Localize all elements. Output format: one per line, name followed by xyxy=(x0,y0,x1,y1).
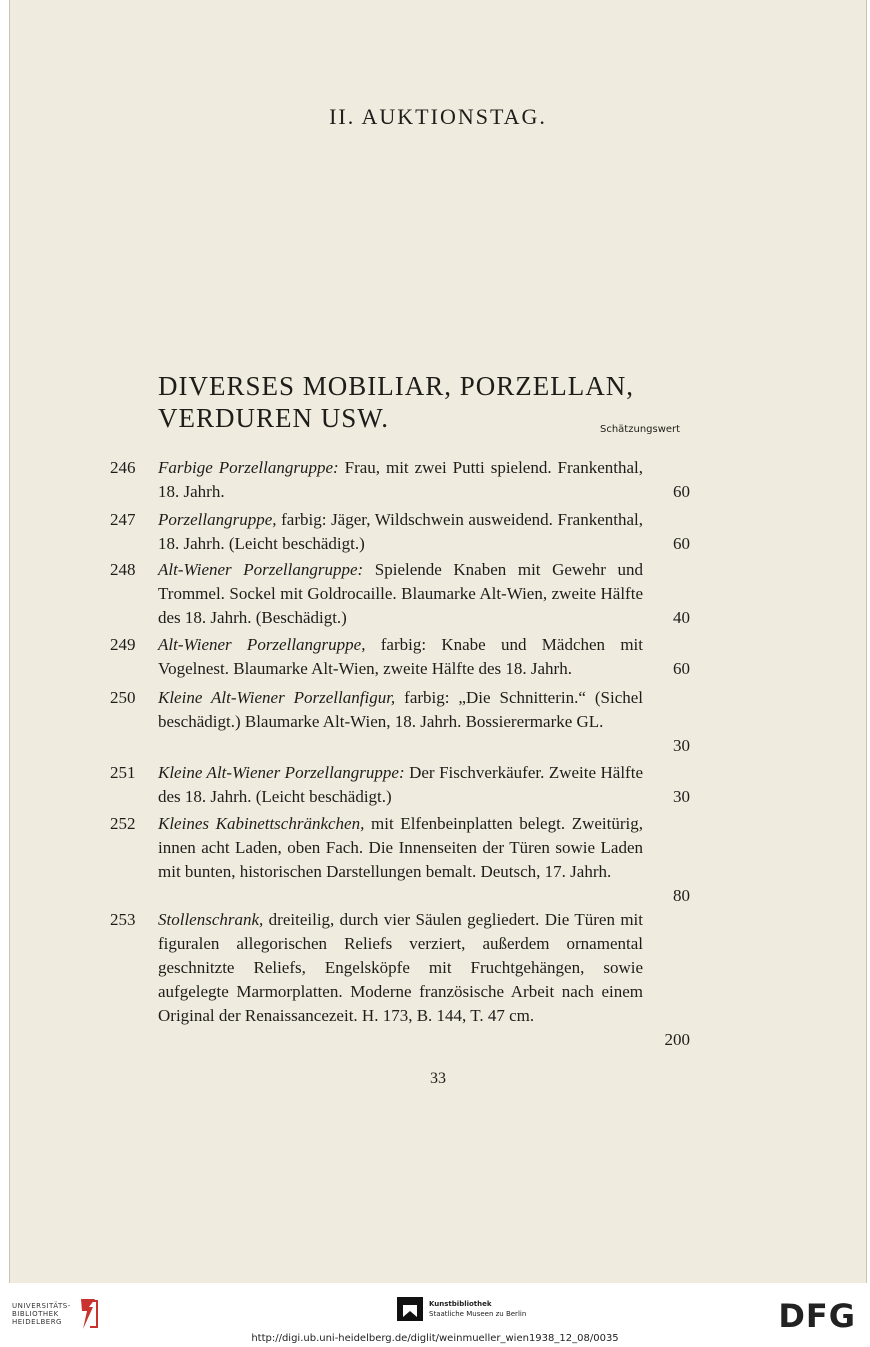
section-title-line-1: DIVERSES MOBILIAR, PORZELLAN, xyxy=(158,371,635,401)
lot-title: Alt-Wiener Porzellangruppe: xyxy=(158,560,364,579)
kunstbibliothek-logo[interactable] xyxy=(397,1297,526,1321)
lot-number: 253 xyxy=(110,910,136,929)
dfg-logo[interactable]: DFG xyxy=(778,1297,856,1335)
lot-text: farbig: Knabe und Mädchen mit Vogelnest. Blaumarke Alt-Wien, zweite Hälfte des 18. Jahrh. xyxy=(158,635,643,678)
lot-title: Kleines Kabinettschränkchen, xyxy=(158,814,365,833)
lot-estimate: 200 xyxy=(664,1030,690,1049)
lot-estimate: 60 xyxy=(673,482,690,501)
lot-entry xyxy=(10,761,866,809)
permalink-url[interactable]: http://digi.ub.uni-heidelberg.de/diglit/weinmueller_wien1938_12_08/0035 xyxy=(251,1333,619,1344)
lot-description xyxy=(158,633,643,681)
kunstbibliothek-mark-icon xyxy=(397,1297,423,1321)
lot-estimate: 40 xyxy=(673,608,690,627)
university-library-name xyxy=(12,1302,71,1326)
lot-description xyxy=(158,761,643,809)
lot-number: 246 xyxy=(110,458,136,477)
lot-entry xyxy=(10,686,866,758)
kunstbibliothek-text xyxy=(429,1299,526,1319)
lot-text: dreiteilig, durch vier Säulen gegliedert. Die Türen mit figuralen allegorischen Reliefs verziert, außerdem ornamental geschnitzte Reliefs, Engelsköpfe mit Fruchtgehängen, sowie aufgelegte Marmorplatten. Moderne französische Arbeit nach einem Original der Renaissancezeit. H. 173, B. 144, T. 47 cm. xyxy=(158,910,643,1025)
lot-number: 251 xyxy=(110,763,136,782)
lot-number: 250 xyxy=(110,688,136,707)
lot-text: Der Fischverkäufer. Zweite Hälfte des 18. Jahrh. (Leicht beschädigt.) xyxy=(158,763,643,806)
section-title-line-2: VERDUREN USW. xyxy=(158,403,390,433)
lot-entry xyxy=(10,558,866,630)
lot-entry xyxy=(10,633,866,681)
lot-description xyxy=(158,456,643,504)
lot-estimate: 60 xyxy=(673,659,690,678)
lot-estimate: 30 xyxy=(673,787,690,806)
scanned-page xyxy=(9,0,867,1283)
lot-entry xyxy=(10,508,866,556)
lot-text: farbig: Jäger, Wildschwein ausweidend. Frankenthal, 18. Jahrh. (Leicht beschädigt.) xyxy=(158,510,643,553)
lot-estimate: 60 xyxy=(673,534,690,553)
auction-day-title: II. AUKTIONSTAG. xyxy=(329,104,547,129)
lot-text: Spielende Knaben mit Gewehr und Trommel. Sockel mit Goldrocaille. Blaumarke Alt-Wien, zweite Hälfte des 18. Jahrh. (Beschädigt.) xyxy=(158,560,643,627)
lot-number: 249 xyxy=(110,635,136,654)
estimate-column-header: Schätzungswert xyxy=(600,424,681,435)
digitization-footer xyxy=(0,1283,870,1347)
university-line-1: UNIVERSITÄTS- xyxy=(12,1302,71,1310)
lot-description xyxy=(158,508,643,556)
lot-description xyxy=(158,558,643,630)
lot-title: Kleine Alt-Wiener Porzellangruppe: xyxy=(158,763,405,782)
lot-title: Farbige Porzellangruppe: xyxy=(158,458,339,477)
lot-description xyxy=(158,812,643,884)
lot-description xyxy=(158,908,643,1028)
university-line-3: HEIDELBERG xyxy=(12,1318,62,1326)
heidelberg-emblem-icon xyxy=(77,1297,99,1331)
heidelberg-library-logo[interactable] xyxy=(12,1297,99,1331)
lot-number: 252 xyxy=(110,814,136,833)
lot-entry xyxy=(10,456,866,504)
lot-estimate: 30 xyxy=(673,736,690,755)
lot-text: Frau, mit zwei Putti spielend. Frankenthal, 18. Jahrh. xyxy=(158,458,643,501)
lot-estimate: 80 xyxy=(673,886,690,905)
lot-description xyxy=(158,686,643,734)
lot-number: 248 xyxy=(110,560,136,579)
lot-entry xyxy=(10,812,866,908)
page-number: 33 xyxy=(430,1070,446,1087)
lot-number: 247 xyxy=(110,510,136,529)
lot-title: Porzellangruppe, xyxy=(158,510,277,529)
lot-title: Alt-Wiener Porzellangruppe, xyxy=(158,635,366,654)
lot-title: Kleine Alt-Wiener Porzellanfigur, xyxy=(158,688,396,707)
kunstbibliothek-name: Kunstbibliothek xyxy=(429,1300,492,1308)
university-line-2: BIBLIOTHEK xyxy=(12,1310,59,1318)
lot-entry xyxy=(10,908,866,1052)
lot-title: Stollenschrank, xyxy=(158,910,264,929)
kunstbibliothek-subtitle: Staatliche Museen zu Berlin xyxy=(429,1310,527,1318)
lot-text: farbig: „Die Schnitterin.“ (Sichel beschädigt.) Blaumarke Alt-Wien, 18. Jahrh. Bossierermarke GL. xyxy=(158,688,644,731)
lot-text: mit Elfenbeinplatten belegt. Zweitürig, innen acht Laden, oben Fach. Die Innenseiten der Türen sowie Laden mit bunten, historischen Darstellungen bemalt. Deutsch, 17. Jahrh. xyxy=(158,814,643,881)
